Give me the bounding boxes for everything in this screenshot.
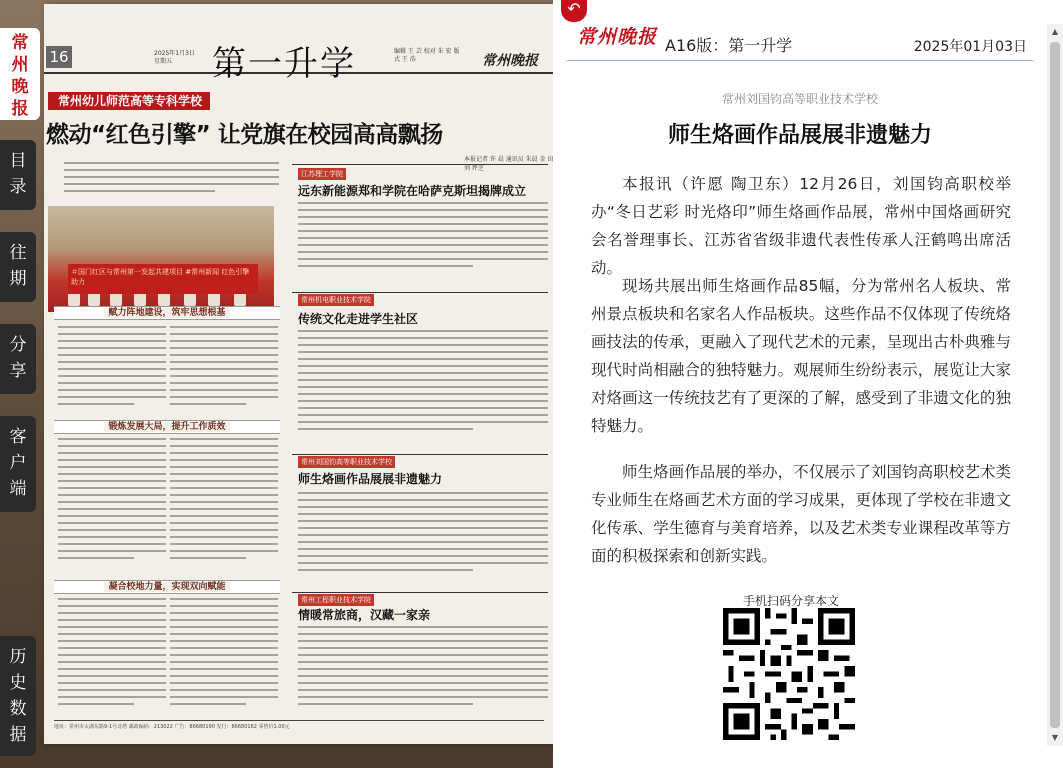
reader-scrollbar[interactable] [1047, 24, 1063, 746]
article-tag: 常州工程职业技术学院 [298, 594, 374, 606]
article-subhead: 常州刘国钧高等职业技术学校 [721, 92, 878, 106]
page-editors: 编辑 王 芸 校对 朱 宏 版式 王 浩 [394, 48, 460, 63]
divider [292, 164, 548, 165]
qr-label: 手机扫码分享本文 [743, 594, 840, 608]
page-number: 16 [46, 46, 72, 68]
nav-item-contents[interactable] [0, 140, 36, 210]
article-tag: 江苏理工学院 [298, 168, 346, 180]
page-section-title: 第一升学 [212, 44, 356, 84]
article-title[interactable]: 情暖常旅商，汉藏一家亲 [298, 608, 431, 622]
nav-item-share[interactable] [0, 324, 36, 394]
nav-item-client[interactable] [0, 416, 36, 512]
article-paragraph: 本报讯（许愿 陶卫东）12月26日，刘国钧高职校举办“冬日艺彩 时光烙印”师生烙画作品展，常州中国烙画研究会名誉理事长、江苏省省级非遗代表性传承人汪鹤鸣出席活动。 [591, 175, 1011, 277]
article-title[interactable]: 传统文化走进学生社区 [298, 312, 419, 326]
scroll-down-icon[interactable]: ▼ [1051, 733, 1059, 742]
lead-kicker: 常州幼儿师范高等专科学校 [48, 92, 210, 110]
article-body [298, 492, 548, 588]
nav-item-char: 据 [9, 725, 27, 745]
nav-item-char: 端 [9, 479, 27, 499]
article-body [298, 202, 548, 284]
page-footer: 地址：常州市太湖东路9-1号北塔 邮政编码：213022 广告：86680190 发行：86680162 零售价1.00元 [54, 720, 544, 740]
article-tag: 常州机电职业技术学院 [298, 294, 374, 306]
lead-body-col2 [170, 326, 278, 414]
divider [292, 592, 548, 593]
article-paragraph: 师生烙画作品展的举办，不仅展示了刘国钧高职校艺术类专业师生在烙画艺术方面的学习成果，更体现了学校在非遗文化传承、学生德育与美育培养，以及艺术类专业课程改革等方面的积极探索和创新实践。 [591, 463, 1011, 565]
nav-item-history-data[interactable] [0, 636, 36, 756]
article-title[interactable]: 师生烙画作品展展非遗魅力 [298, 472, 443, 486]
lead-subhead: 锻炼发展大局，提升工作质效 [54, 420, 280, 434]
article-paragraph: 现场共展出师生烙画作品85幅，分为常州名人板块、常州景点板块和名家名人作品板块。这些作品不仅体现了传统烙画技法的传承，更融入了现代艺术的元素，呈现出古朴典雅与现代时尚相融合的独特魅力。观展师生纷纷表示，展览让大家对烙画这一传统技艺有了更深的了解，感受到了非遗文化的独特魅力。 [591, 277, 1011, 435]
nav-item-char: 客 [9, 427, 27, 447]
nav-item-char: 数 [9, 699, 27, 719]
photo-banner: ＃国门红区与常州第一发起共建项目 #常州新闻 红色引擎助力 [68, 264, 258, 294]
back-arrow-icon[interactable]: ↶ [561, 0, 587, 22]
nav-item-char: 史 [9, 673, 27, 693]
reader-date: 2025年01月03日 [913, 39, 1027, 55]
article-body [298, 626, 548, 716]
lead-body-col1 [58, 438, 166, 574]
nav-item-char: 享 [9, 361, 27, 381]
nav-logo[interactable] [0, 28, 40, 120]
reader-logo: 常州晚报 [577, 26, 658, 48]
reader-edition: A16版：第一升学 [665, 36, 793, 55]
header-divider [567, 60, 1033, 61]
page-header [44, 4, 554, 84]
lead-body-col1 [58, 598, 166, 714]
lead-body-col2 [170, 438, 278, 574]
lead-intro-text [64, 162, 279, 202]
article-title[interactable]: 远东新能源郑和学院在哈萨克斯坦揭牌成立 [298, 184, 527, 198]
lead-subhead: 赋力阵地建设，筑牢思想根基 [54, 306, 280, 320]
lead-photo[interactable] [48, 206, 274, 312]
lead-headline[interactable]: 燃动“红色引擎” 让党旗在校园高高飘扬 [46, 122, 443, 148]
lead-body-col1 [58, 326, 166, 414]
nav-item-char: 录 [9, 177, 27, 197]
page-date: 2025年1月3日 星期五 [154, 50, 195, 65]
reader-header [553, 0, 1063, 62]
nav-logo-char: 晚 [11, 77, 29, 97]
nav-logo-char: 常 [11, 33, 29, 53]
scroll-thumb[interactable] [1050, 42, 1060, 728]
divider [292, 454, 548, 455]
nav-item-char: 往 [9, 243, 27, 263]
nav-item-char: 分 [9, 335, 27, 355]
nav-item-char: 期 [9, 269, 27, 289]
nav-item-char: 户 [9, 453, 27, 473]
article-title: 师生烙画作品展展非遗魅力 [667, 123, 932, 148]
article-body [298, 330, 548, 446]
page-brand: 常州晚报 [482, 53, 538, 69]
left-nav [0, 0, 44, 768]
lead-body-col2 [170, 598, 278, 714]
divider [292, 292, 548, 293]
scroll-up-icon[interactable]: ▲ [1051, 27, 1059, 36]
nav-item-char: 目 [9, 151, 27, 171]
article-tag: 常州刘国钧高等职业技术学校 [298, 456, 395, 468]
nav-logo-char: 州 [11, 55, 29, 75]
nav-logo-char: 报 [11, 99, 29, 119]
newspaper-page[interactable] [44, 4, 554, 744]
qr-code-icon [723, 608, 855, 740]
lead-byline: 本报记者 许 晨 通讯员 朱晨 金 田 刘 坪芝 [464, 156, 554, 172]
lead-subhead: 凝合校地力量，实现双向赋能 [54, 580, 280, 594]
article-reader [553, 0, 1063, 768]
nav-item-past-issues[interactable] [0, 232, 36, 302]
nav-item-char: 历 [9, 647, 27, 667]
